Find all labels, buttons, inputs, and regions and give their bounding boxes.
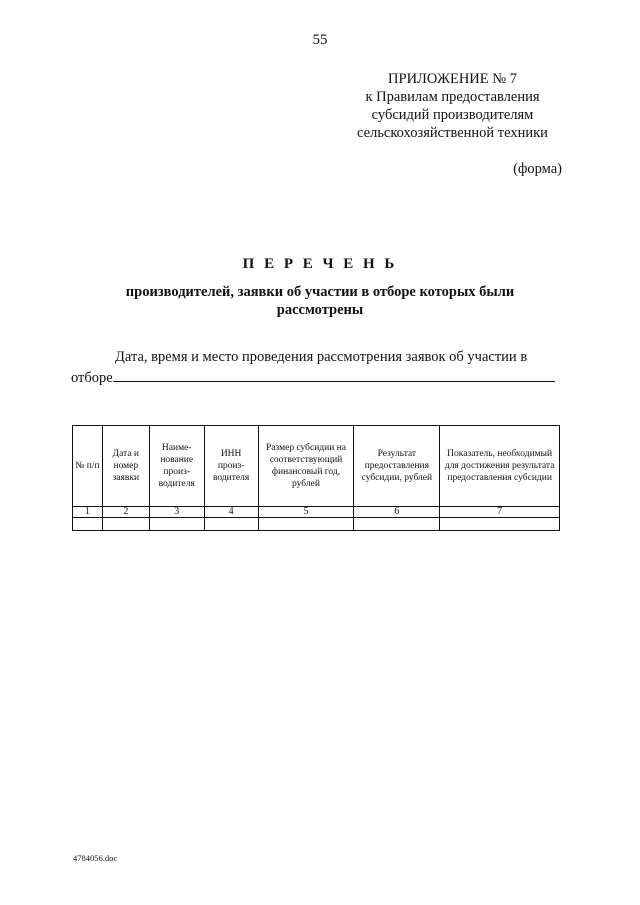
appendix-line: к Правилам предоставления (365, 89, 540, 105)
appendix-header (300, 70, 605, 142)
column-header-application: Дата и номер заявки (102, 426, 149, 507)
table-cell[interactable] (204, 518, 258, 531)
table-cell[interactable] (149, 518, 204, 531)
appendix-line: субсидий производителям (371, 107, 534, 123)
review-text: Дата, время и место проведения рассмотрения заявок об участии в (115, 349, 528, 365)
table-cell[interactable] (440, 518, 560, 531)
table-cell[interactable] (258, 518, 354, 531)
column-number: 5 (258, 507, 354, 518)
column-number: 2 (102, 507, 149, 518)
table-row (73, 518, 560, 531)
column-number: 1 (73, 507, 103, 518)
document-subtitle (110, 283, 530, 319)
column-header-number: № п/п (73, 426, 103, 507)
column-header-producer-name: Наиме- нование произ- водителя (149, 426, 204, 507)
table-cell[interactable] (354, 518, 440, 531)
column-header-subsidy-amount: Размер субсидии на соответствующий финансовый год, рублей (258, 426, 354, 507)
column-number-row (73, 507, 560, 518)
appendix-title: ПРИЛОЖЕНИЕ № 7 (388, 71, 517, 87)
review-text-continued: отборе (71, 370, 113, 386)
producers-table (72, 425, 560, 531)
column-header-indicator: Показатель, необходимый для достижения результата предоставления субсидии (440, 426, 560, 507)
table-cell[interactable] (73, 518, 103, 531)
form-label: (форма) (513, 161, 562, 177)
column-number: 3 (149, 507, 204, 518)
column-header-inn: ИНН произ- водителя (204, 426, 258, 507)
subtitle-line: рассмотрены (276, 302, 364, 318)
document-title: П Е Р Е Ч Е Н Ь (242, 256, 398, 272)
column-number: 6 (354, 507, 440, 518)
appendix-line: сельскохозяйственной техники (357, 125, 548, 141)
footer-file-name: 4784056.doc (73, 853, 118, 863)
page-number: 55 (312, 32, 328, 48)
table-cell[interactable] (102, 518, 149, 531)
fill-in-line[interactable] (113, 367, 555, 382)
column-number: 4 (204, 507, 258, 518)
review-date-paragraph (71, 348, 561, 388)
subtitle-line: производителей, заявки об участии в отборе которых были (125, 284, 515, 300)
column-header-result: Результат предоставления субсидии, рублей (354, 426, 440, 507)
column-number: 7 (440, 507, 560, 518)
table-header-row (73, 426, 560, 507)
